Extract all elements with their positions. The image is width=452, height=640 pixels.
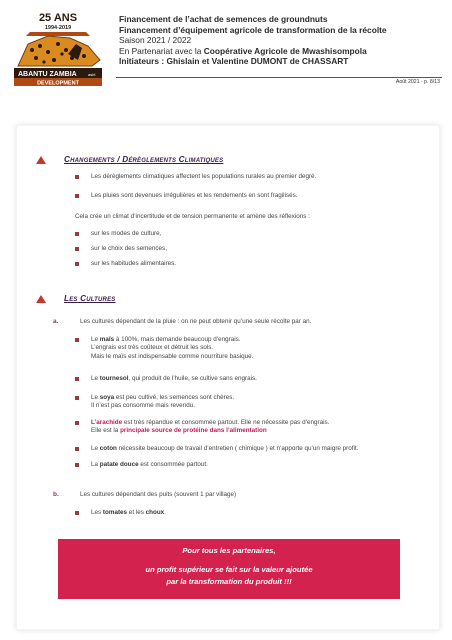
header-line-4: [119, 46, 439, 57]
list-item-tomates-choux: Les tomates et les choux.: [75, 509, 166, 517]
list-item-mais: Le maïs à 100%, mais demande beaucoup d’engrais. L’engrais est très coûteux et détruit les sols. Mais le maïs est indispensable comme nourriture basique.: [75, 336, 253, 361]
header-line-3: Saison 2021 / 2022: [119, 35, 192, 46]
logo-anniversary: 25 ANS: [38, 12, 78, 24]
list-item-text: Les pluies sont devenues irrégulières et les rendements en sont fragilisés.: [91, 192, 298, 199]
list-item-patate-douce: La patate douce est consommée partout.: [75, 461, 208, 469]
header-line-4-prefix: En Partenariat avec la: [119, 45, 204, 56]
square-bullet-icon: [75, 232, 79, 236]
conclusion-banner: [58, 539, 400, 599]
list-item: [75, 192, 298, 200]
banner-line-2: un profit supérieur se fait sur la valeur ajoutée: [145, 564, 313, 574]
banner-line-3: par la transformation du produit !!!: [166, 577, 292, 587]
square-bullet-icon: [75, 338, 79, 342]
list-item: [75, 173, 316, 181]
list-item-text: sur le choix des semences,: [91, 245, 167, 252]
part-b-marker: b.: [53, 491, 59, 498]
square-bullet-icon: [75, 262, 79, 266]
square-bullet-icon: [75, 421, 79, 425]
logo-org-suffix: asbl: [88, 72, 96, 77]
list-item-text: sur les habitudes alimentaires.: [91, 260, 177, 267]
list-item-arachide: L’arachide est très répandue et consommée partout. Elle ne nécessite pas d’engrais. Elle est la principale source de protéine dans l’alimentation: [75, 419, 329, 436]
square-bullet-icon: [75, 175, 79, 179]
list-item: [75, 260, 176, 268]
square-bullet-icon: [75, 511, 79, 515]
logo-org-sub: DEVELOPMENT: [37, 80, 79, 87]
square-bullet-icon: [75, 396, 79, 400]
square-bullet-icon: [75, 463, 79, 467]
part-a-marker: a.: [53, 318, 59, 325]
header-line-4-bold: Coopérative Agricole de Mwashisompola: [203, 45, 367, 56]
crop-name: maïs: [99, 336, 115, 343]
part-b-text: Les cultures dépendant des puits (souvent 1 par village): [80, 491, 237, 498]
header-line-2: Financement d’équipement agricole de transformation de la récolte: [119, 24, 387, 35]
list-item: [75, 230, 161, 238]
triangle-bullet-icon: [36, 156, 46, 164]
square-bullet-icon: [75, 377, 79, 381]
crop-name: tournesol: [99, 375, 129, 382]
square-bullet-icon: [75, 247, 79, 251]
crop-name: soya: [99, 394, 115, 401]
section-cultures-title: Les Cultures: [64, 294, 116, 303]
crop-name: patate douce: [99, 461, 139, 468]
list-item-text: sur les modes de culture,: [91, 230, 162, 237]
paragraph-intro: Cela crée un climat d’incertitude et de tension permanente et amène des réflexions :: [75, 213, 310, 220]
logo-org-name: ABANTU ZAMBIA: [18, 71, 77, 78]
header-divider: [116, 77, 442, 78]
list-item: [75, 245, 167, 253]
header-date: Août 2021 - p. 8/13: [395, 79, 440, 85]
square-bullet-icon: [75, 194, 79, 198]
square-bullet-icon: [75, 447, 79, 451]
document-header: [119, 14, 439, 67]
part-a-text: Les cultures dépendant de la pluie : on ne peut obtenir qu’une seule récolte par an.: [80, 318, 312, 325]
header-line-5: Initiateurs : Ghislain et Valentine DUMONT de CHASSART: [119, 56, 349, 67]
logo-years: 1994-2019: [44, 25, 72, 31]
organization-logo: [8, 8, 108, 100]
crop-name: choux: [145, 509, 165, 516]
header-line-1: Financement de l’achat de semences de groundnuts: [119, 14, 328, 24]
crop-name: tomates: [102, 509, 128, 516]
crop-name: L’arachide: [91, 419, 123, 426]
section-climate-heading: [36, 155, 223, 164]
list-item-tournesol: Le tournesol, qui produit de l’huile, se cultive sans engrais.: [75, 375, 257, 383]
list-item-soya: Le soya est peu cultivé, les semences sont chères. Il n’est pas consommé mais revendu.: [75, 394, 234, 411]
list-item-coton: Le coton nécessite beaucoup de travail d’entretien ( chimique ) et n’apporte qu’un maigre profit.: [75, 445, 358, 453]
list-item-text: Les dérèglements climatiques affectent les populations rurales au premier degré.: [91, 173, 317, 180]
triangle-bullet-icon: [36, 295, 46, 303]
section-climate-title: Changements / Dérèglements Climatiques: [64, 155, 224, 164]
section-cultures-heading: [36, 294, 115, 303]
highlight-protein: principale source de protéine dans l’alimentation: [120, 427, 267, 435]
crop-name: coton: [99, 445, 117, 452]
banner-line-1: Pour tous les partenaires,: [182, 546, 276, 555]
